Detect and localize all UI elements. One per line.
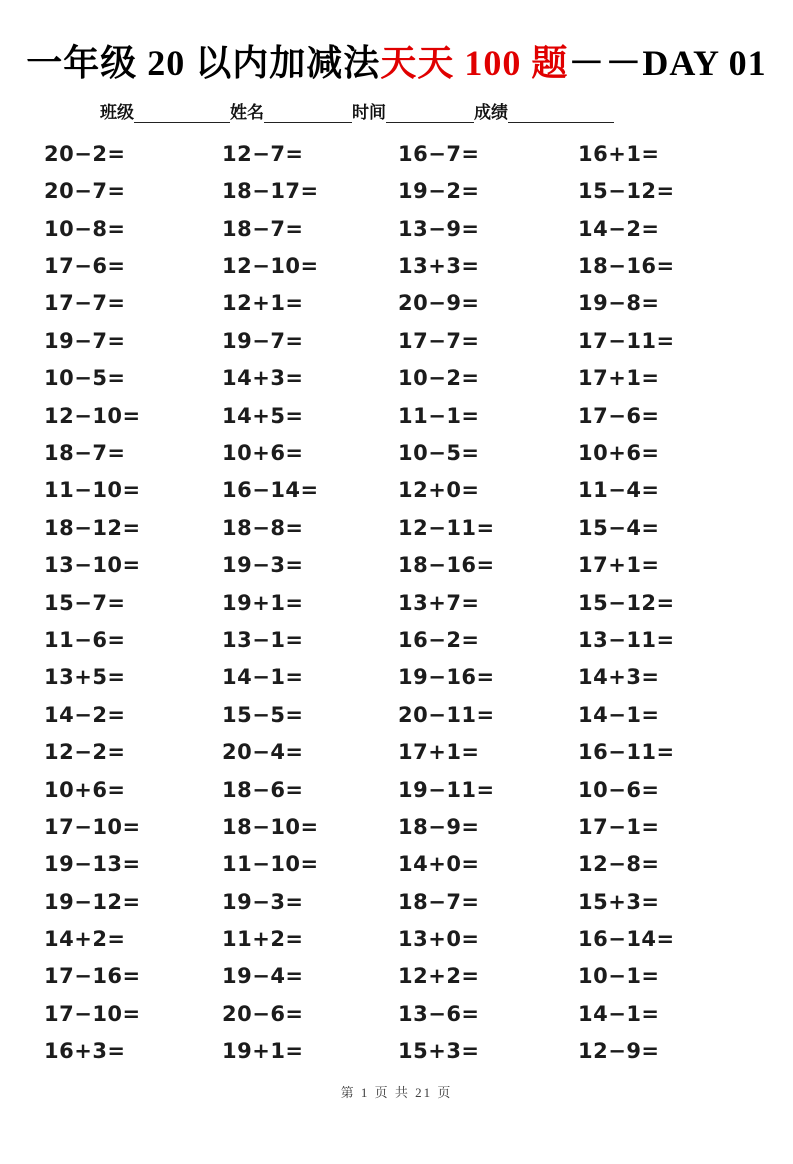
- math-problem: 20−6=: [222, 1001, 304, 1026]
- math-problem: 10+6=: [222, 441, 304, 465]
- math-problem: 17−11=: [578, 328, 675, 353]
- math-problem: 18−12=: [44, 515, 141, 540]
- score-field: [474, 103, 614, 123]
- math-problem: 19−8=: [578, 291, 660, 316]
- math-problem: 14+5=: [222, 403, 304, 428]
- math-problem: 12−8=: [578, 852, 660, 877]
- math-problem: 20−11=: [398, 702, 495, 727]
- math-problem: 17−6=: [578, 403, 660, 428]
- math-problem: 14+0=: [398, 852, 480, 877]
- math-problem: 15−5=: [222, 702, 304, 727]
- math-problem: 17−7=: [44, 291, 126, 316]
- math-problem: 10−5=: [398, 441, 480, 465]
- math-problem: 16+1=: [578, 141, 660, 166]
- name-label: 姓名: [230, 102, 264, 122]
- info-fields-row: [100, 97, 793, 123]
- math-problem: 14−1=: [578, 1001, 660, 1026]
- math-problem: 18−16=: [578, 254, 675, 279]
- math-problem: 10−6=: [578, 777, 660, 802]
- math-problem: 20−4=: [222, 740, 304, 765]
- math-problem: 13+0=: [398, 927, 480, 952]
- math-problem: 20−9=: [398, 291, 480, 316]
- time-label: 时间: [352, 102, 386, 122]
- math-problem: 19−7=: [222, 328, 304, 353]
- time-blank-line: [386, 103, 474, 123]
- math-problem: 13+3=: [398, 254, 480, 279]
- math-problem: 15−4=: [578, 515, 660, 540]
- math-problem: 16−2=: [398, 627, 480, 652]
- math-problem: 16+3=: [44, 1039, 126, 1064]
- math-problem: 17+1=: [578, 553, 660, 578]
- math-problem: 12−10=: [222, 254, 319, 279]
- math-problem: 18−7=: [222, 216, 304, 241]
- math-problem: 19−13=: [44, 852, 141, 877]
- math-problem: 19−2=: [398, 179, 480, 204]
- class-blank-line: [134, 103, 230, 123]
- math-problem: 19−3=: [222, 889, 304, 914]
- math-problem: 16−14=: [578, 927, 675, 952]
- math-problem: 18−6=: [222, 777, 304, 802]
- math-problem: 13−9=: [398, 216, 480, 241]
- math-problem: 11−1=: [398, 403, 480, 428]
- math-problem: 10+6=: [578, 441, 660, 465]
- name-field: [230, 103, 352, 123]
- math-problem: 17−10=: [44, 814, 141, 839]
- name-blank-line: [264, 103, 352, 123]
- math-problem: 13+5=: [44, 665, 126, 690]
- math-problem: 16−14=: [222, 478, 319, 503]
- math-problem: 14+2=: [44, 927, 126, 952]
- math-problem: 17−1=: [578, 814, 660, 839]
- math-problem: 10−5=: [44, 366, 126, 391]
- math-problem: 14−2=: [578, 216, 660, 241]
- math-problem: 14+3=: [222, 366, 304, 391]
- math-problem: 18−7=: [44, 441, 126, 465]
- math-problem: 11−6=: [44, 627, 126, 652]
- math-problem: 17−7=: [398, 328, 480, 353]
- page-title: [0, 42, 793, 85]
- worksheet-page: [0, 42, 793, 1164]
- page-number: 第 1 页 共 21 页: [340, 1084, 453, 1100]
- math-problem: 14−1=: [578, 702, 660, 727]
- math-problem: 12−7=: [222, 141, 304, 166]
- math-problem: 19−12=: [44, 889, 141, 914]
- time-field: [352, 103, 474, 123]
- class-field: [100, 103, 230, 123]
- math-problem: 13−1=: [222, 627, 304, 652]
- math-problem: 18−9=: [398, 814, 480, 839]
- math-problem: 16−7=: [398, 141, 480, 166]
- math-problem: 12+0=: [398, 478, 480, 503]
- title-grade-text: 一年级 20 以内加减法: [26, 43, 381, 83]
- math-problem: 18−10=: [222, 814, 319, 839]
- math-problem: 19−16=: [398, 665, 495, 690]
- math-problem: 11−10=: [44, 478, 141, 503]
- math-problem: 10+6=: [44, 777, 126, 802]
- math-problem: 12−10=: [44, 403, 141, 428]
- math-problem: 18−17=: [222, 179, 319, 204]
- math-problem: 20−2=: [44, 141, 126, 166]
- math-problem: 12−11=: [398, 515, 495, 540]
- math-problem: 19+1=: [222, 1039, 304, 1064]
- score-blank-line: [508, 103, 614, 123]
- math-problem: 15−7=: [44, 590, 126, 615]
- math-problem: 12−2=: [44, 740, 126, 765]
- class-label: 班级: [100, 102, 134, 122]
- math-problem: 19−11=: [398, 777, 495, 802]
- math-problem: 13−11=: [578, 627, 675, 652]
- math-problem: 19−7=: [44, 328, 126, 353]
- math-problem: 12+1=: [222, 291, 304, 316]
- math-problem: 11+2=: [222, 927, 304, 952]
- math-problem: 16−11=: [578, 740, 675, 765]
- math-problem: 15+3=: [398, 1039, 480, 1064]
- math-problem: 18−8=: [222, 515, 304, 540]
- math-problem: 10−2=: [398, 366, 480, 391]
- math-problem: 10−1=: [578, 964, 660, 989]
- math-problem: 20−7=: [44, 179, 126, 204]
- math-problem: 10−8=: [44, 216, 126, 241]
- math-problem: 11−4=: [578, 478, 660, 503]
- math-problem: 19−4=: [222, 964, 304, 989]
- title-highlight-text: 天天 100 题: [380, 43, 569, 83]
- math-problem: 19−3=: [222, 553, 304, 578]
- math-problem: 11−10=: [222, 852, 319, 877]
- math-problem: 15+3=: [578, 889, 660, 914]
- math-problem: 17−10=: [44, 1001, 141, 1026]
- math-problem: 13−10=: [44, 553, 141, 578]
- title-day-text: －－DAY 01: [568, 43, 767, 83]
- math-problem: 18−16=: [398, 553, 495, 578]
- math-problem: 14−2=: [44, 702, 126, 727]
- math-problem: 15−12=: [578, 179, 675, 204]
- math-problem: 19+1=: [222, 590, 304, 615]
- math-problem: 13+7=: [398, 590, 480, 615]
- math-problem: 13−6=: [398, 1001, 480, 1026]
- math-problem: 17−6=: [44, 254, 126, 279]
- score-label: 成绩: [474, 102, 508, 122]
- math-problem: 12+2=: [398, 964, 480, 989]
- math-problem: 15−12=: [578, 590, 675, 615]
- math-problem: 17+1=: [578, 366, 660, 391]
- math-problem: 12−9=: [578, 1039, 660, 1064]
- math-problem: 14+3=: [578, 665, 660, 690]
- math-problem: 17+1=: [398, 740, 480, 765]
- math-problem: 17−16=: [44, 964, 141, 989]
- problems-grid: [44, 135, 793, 1070]
- math-problem: 18−7=: [398, 889, 480, 914]
- math-problem: 14−1=: [222, 665, 304, 690]
